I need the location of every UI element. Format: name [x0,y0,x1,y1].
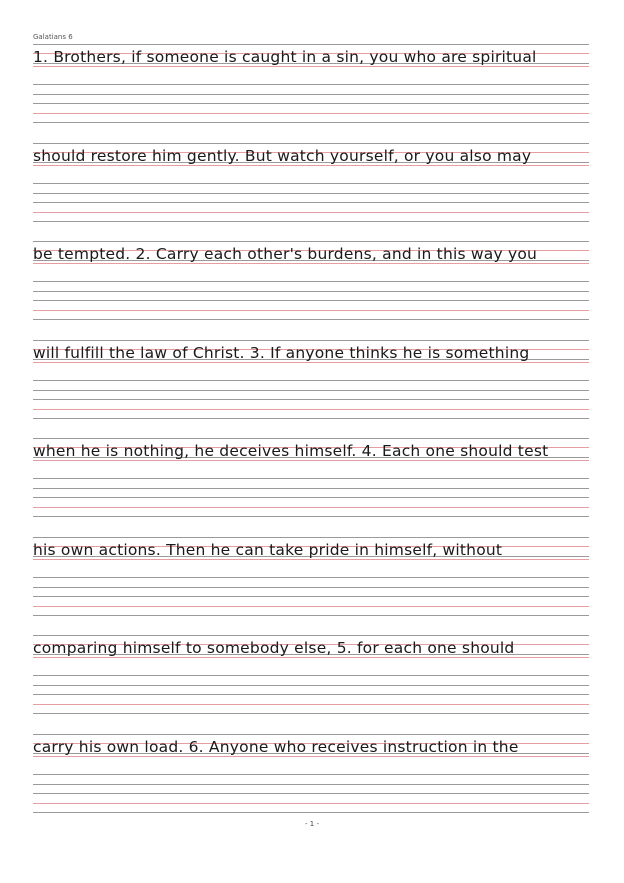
verse-line: 1. Brothers, if someone is caught in a sin, you who are spiritual [33,48,537,66]
guide-line-gray [33,577,589,578]
guide-line-gray [33,418,589,419]
guide-line-gray [33,516,589,517]
guide-line-gray [33,390,589,391]
verse-line: comparing himself to somebody else, 5. for each one should [33,639,515,657]
verse-line: will fulfill the law of Christ. 3. If anyone thinks he is something [33,343,530,362]
writing-block [33,734,589,812]
guide-line-red [33,657,589,658]
guide-line-gray [33,94,589,95]
guide-line-gray [33,84,589,85]
verse-line: his own actions. Then he can take pride in himself, without [33,540,503,559]
guide-line-gray [33,143,589,144]
writing-block [33,438,589,516]
guide-line-red [33,559,589,560]
guide-line-red [33,362,589,363]
guide-line-red [33,165,589,166]
guide-line-gray [33,478,589,479]
guide-line-gray [33,44,589,45]
writing-block [33,340,589,418]
guide-line-gray [33,183,589,184]
guide-line-red [33,263,589,264]
page-header: Galatians 6 [33,33,73,41]
guide-line-gray [33,537,589,538]
guide-line-gray [33,685,589,686]
guide-line-gray [33,675,589,676]
guide-line-red [33,409,589,410]
guide-line-red [33,606,589,607]
verse-line: should restore him gently. But watch yourself, or you also may [33,146,532,165]
writing-block [33,241,589,319]
guide-line-gray [33,615,589,616]
guide-line-gray [33,300,589,301]
guide-line-gray [33,193,589,194]
guide-line-gray [33,122,589,123]
guide-line-gray [33,635,589,636]
guide-line-gray [33,319,589,320]
guide-line-gray [33,438,589,439]
verse-line: when he is nothing, he deceives himself. 4. Each one should test [33,442,549,460]
guide-line-red [33,113,589,114]
guide-line-gray [33,713,589,714]
guide-line-gray [33,281,589,282]
guide-line-gray [33,399,589,400]
guide-line-red [33,756,589,757]
guide-line-gray [33,596,589,597]
guide-line-gray [33,587,589,588]
guide-line-gray [33,202,589,203]
verse-line: carry his own load. 6. Anyone who receives instruction in the [33,737,519,756]
guide-line-red [33,803,589,804]
guide-line-gray [33,774,589,775]
writing-block [33,143,589,221]
guide-line-red [33,507,589,508]
guide-line-gray [33,291,589,292]
writing-block [33,635,589,713]
guide-line-gray [33,221,589,222]
writing-block [33,537,589,615]
writing-block [33,44,589,122]
verse-line: be tempted. 2. Carry each other's burdens, and in this way you [33,245,538,263]
guide-line-gray [33,694,589,695]
guide-line-red [33,212,589,213]
guide-line-red [33,310,589,311]
guide-line-gray [33,340,589,341]
guide-line-gray [33,241,589,242]
guide-line-gray [33,793,589,794]
page-number: - 1 - [305,820,319,828]
guide-line-red [33,704,589,705]
guide-line-gray [33,488,589,489]
guide-line-gray [33,497,589,498]
guide-line-gray [33,734,589,735]
guide-line-red [33,66,589,67]
guide-line-gray [33,812,589,813]
guide-line-gray [33,103,589,104]
guide-line-gray [33,380,589,381]
guide-line-gray [33,784,589,785]
guide-line-red [33,460,589,461]
